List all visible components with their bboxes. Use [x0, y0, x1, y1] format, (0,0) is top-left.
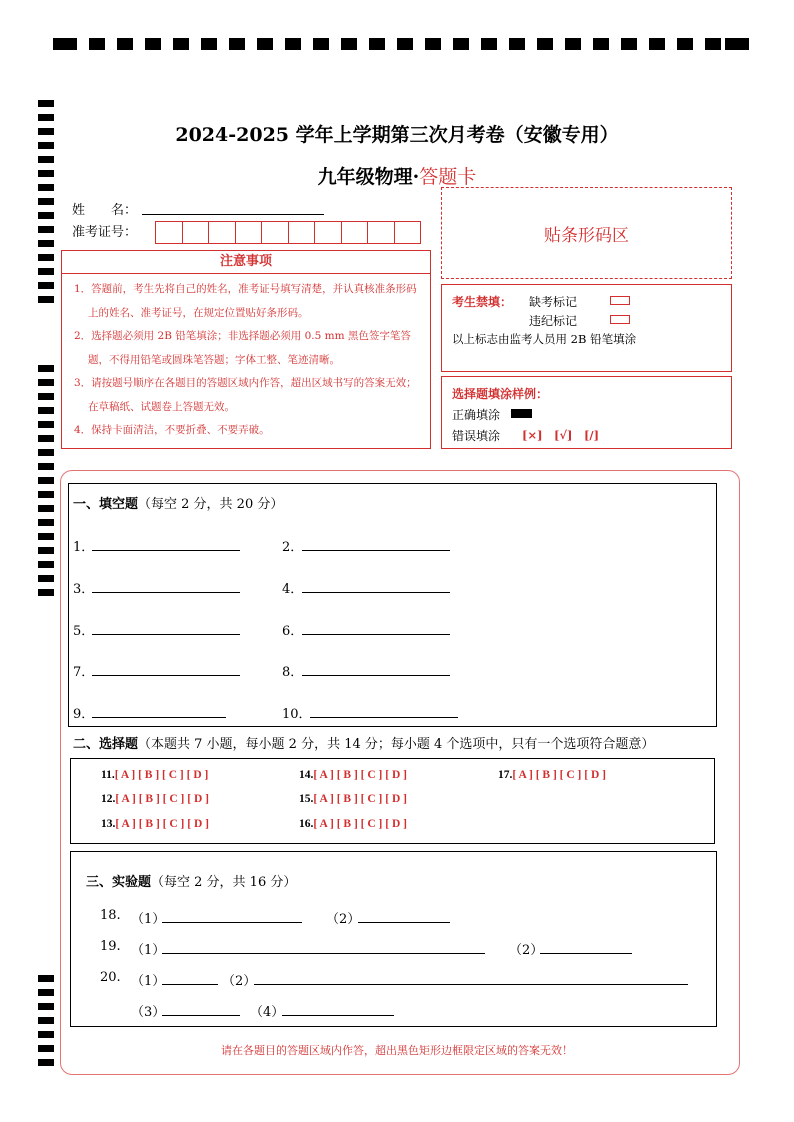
q20-part3-line[interactable] — [162, 1015, 240, 1016]
id-cell[interactable] — [289, 222, 316, 243]
section1-title: 一、填空题 — [73, 497, 139, 512]
violation-mark-label: 违纪标记 — [529, 314, 578, 328]
section1-note: （每空 2 分，共 20 分） — [138, 497, 284, 512]
choice-q16[interactable] — [299, 818, 407, 830]
q15-number: 15. — [299, 793, 314, 805]
q5-label: 5． — [73, 624, 95, 639]
q18-part2-label: （2） — [326, 912, 361, 927]
name-label: 姓 名： — [72, 203, 138, 218]
page-title: 2024-2025 学年上学期第三次月考卷（安徽专用） — [175, 124, 619, 146]
q19-part1-line[interactable] — [162, 953, 485, 954]
q17-options[interactable]: [ A ] [ B ] [ C ] [ D ] — [512, 769, 606, 781]
section2-note: （本题共 7 小题，每小题 2 分，共 14 分；每小题 4 个选项中，只有一个选项符合题意） — [138, 737, 655, 752]
q11-number: 11. — [101, 769, 115, 781]
q19-part2-label: （2） — [509, 943, 544, 958]
q19-part2-line[interactable] — [540, 953, 632, 954]
id-cell[interactable] — [368, 222, 395, 243]
choice-q15[interactable] — [299, 793, 407, 805]
top-timing-marks — [53, 38, 749, 50]
barcode-label: 贴条形码区 — [544, 225, 629, 246]
id-cell[interactable] — [395, 222, 421, 243]
q18-part1-line[interactable] — [162, 922, 302, 923]
q20-part3-label: （3） — [131, 1005, 166, 1020]
notice-item: 3．请按题号顺序在各题目的答题区域内作答，超出区域书写的答案无效；在草稿纸、试题卷上答题无效。 — [74, 377, 417, 413]
q14-options[interactable]: [ A ] [ B ] [ C ] [ D ] — [313, 769, 407, 781]
section1-heading — [73, 493, 283, 512]
violation-mark-box[interactable] — [610, 315, 630, 324]
absent-mark-label: 缺考标记 — [529, 295, 578, 309]
q18-part2-line[interactable] — [358, 922, 450, 923]
q19-label: 19. — [100, 939, 121, 954]
page-subtitle — [0, 162, 794, 189]
q3-label: 3． — [73, 582, 95, 597]
q16-number: 16. — [299, 818, 314, 830]
q19-part1-label: （1） — [131, 943, 166, 958]
correct-fill-sample — [511, 409, 532, 418]
q20-part2-line[interactable] — [254, 984, 688, 985]
q8-label: 8． — [282, 665, 304, 680]
examinee-forbid-box — [441, 284, 732, 372]
notice-item: 4．保持卡面清洁，不要折叠、不要弄破。 — [74, 424, 270, 436]
section3-title: 三、实验题 — [86, 875, 152, 890]
q4-answer-line[interactable] — [302, 592, 450, 593]
forbid-note: 以上标志由监考人员用 2B 铅笔填涂 — [452, 332, 637, 346]
q16-options[interactable]: [ A ] [ B ] [ C ] [ D ] — [313, 818, 407, 830]
q7-answer-line[interactable] — [92, 675, 240, 676]
q13-number: 13. — [101, 818, 116, 830]
id-label: 准考证号： — [72, 225, 138, 240]
q18-part1-label: （1） — [131, 912, 166, 927]
footer-warning: 请在各题目的答题区域内作答，超出黑色矩形边框限定区域的答案无效！ — [221, 1044, 573, 1057]
q14-number: 14. — [299, 769, 314, 781]
q13-options[interactable]: [ A ] [ B ] [ C ] [ D ] — [115, 818, 209, 830]
exam-id-boxes[interactable] — [155, 221, 421, 244]
q1-label: 1． — [73, 540, 95, 555]
wrong-fill-samples: [×] [√] [/] — [522, 428, 600, 442]
q20-label: 20. — [100, 970, 121, 985]
q11-options[interactable]: [ A ] [ B ] [ C ] [ D ] — [114, 769, 209, 781]
fill-example-title: 选择题填涂样例： — [452, 387, 549, 401]
name-field[interactable] — [142, 214, 324, 215]
section2-title: 二、选择题 — [73, 737, 139, 752]
q20-part1-line[interactable] — [162, 984, 218, 985]
q10-answer-line[interactable] — [310, 717, 458, 718]
id-cell[interactable] — [342, 222, 369, 243]
notice-item: 2．选择题必须用 2B 铅笔填涂；非选择题必须用 0.5 mm 黑色签字笔答题，不得用铅笔或圆珠笔答题；字体工整、笔迹清晰。 — [74, 330, 411, 366]
forbid-label: 考生禁填： — [452, 295, 513, 309]
notice-body — [61, 274, 431, 449]
q15-options[interactable]: [ A ] [ B ] [ C ] [ D ] — [313, 793, 407, 805]
q9-answer-line[interactable] — [92, 717, 226, 718]
q1-answer-line[interactable] — [92, 550, 240, 551]
choice-q14[interactable] — [299, 769, 407, 781]
id-cell[interactable] — [183, 222, 210, 243]
choice-q12[interactable] — [101, 793, 209, 805]
subject-label: 九年级物理· — [317, 166, 420, 188]
id-cell[interactable] — [262, 222, 289, 243]
correct-fill-label: 正确填涂 — [452, 408, 501, 422]
section3-note: （每空 2 分，共 16 分） — [151, 875, 297, 890]
q17-number: 17. — [498, 769, 513, 781]
q10-label: 10． — [282, 707, 312, 722]
q7-label: 7． — [73, 665, 95, 680]
notice-item: 1．答题前，考生先将自己的姓名，准考证号填写清楚，并认真核准条形码上的姓名、准考证号，在规定位置贴好条形码。 — [74, 283, 417, 319]
q2-answer-line[interactable] — [302, 550, 450, 551]
q12-number: 12. — [101, 793, 116, 805]
q5-answer-line[interactable] — [92, 634, 240, 635]
left-timing-marks-2 — [38, 365, 54, 600]
q3-answer-line[interactable] — [92, 592, 240, 593]
q20-part4-label: （4） — [250, 1005, 285, 1020]
q20-part1-label: （1） — [131, 974, 166, 989]
q4-label: 4． — [282, 582, 304, 597]
fill-example-box — [441, 376, 732, 449]
q20-part2-label: （2） — [222, 974, 257, 989]
section2-heading — [73, 733, 654, 752]
q18-label: 18. — [100, 908, 121, 923]
q2-label: 2． — [282, 540, 304, 555]
choice-q13[interactable] — [101, 818, 209, 830]
id-cell[interactable] — [156, 222, 183, 243]
wrong-fill-label: 错误填涂 — [452, 429, 501, 443]
id-cell[interactable] — [209, 222, 236, 243]
notice-title: 注意事项 — [61, 250, 431, 274]
section3-heading — [86, 871, 296, 890]
q20-part4-line[interactable] — [282, 1015, 394, 1016]
id-cell[interactable] — [315, 222, 342, 243]
section-fill-blank — [68, 483, 717, 727]
q8-answer-line[interactable] — [302, 675, 450, 676]
choice-q17[interactable] — [498, 769, 606, 781]
q9-label: 9． — [73, 707, 95, 722]
q6-label: 6． — [282, 624, 304, 639]
q12-options[interactable]: [ A ] [ B ] [ C ] [ D ] — [115, 793, 209, 805]
choice-q11[interactable] — [101, 769, 208, 781]
id-cell[interactable] — [236, 222, 263, 243]
absent-mark-box[interactable] — [610, 296, 630, 305]
q6-answer-line[interactable] — [302, 634, 450, 635]
barcode-area — [441, 187, 732, 279]
card-label: 答题卡 — [419, 166, 477, 188]
